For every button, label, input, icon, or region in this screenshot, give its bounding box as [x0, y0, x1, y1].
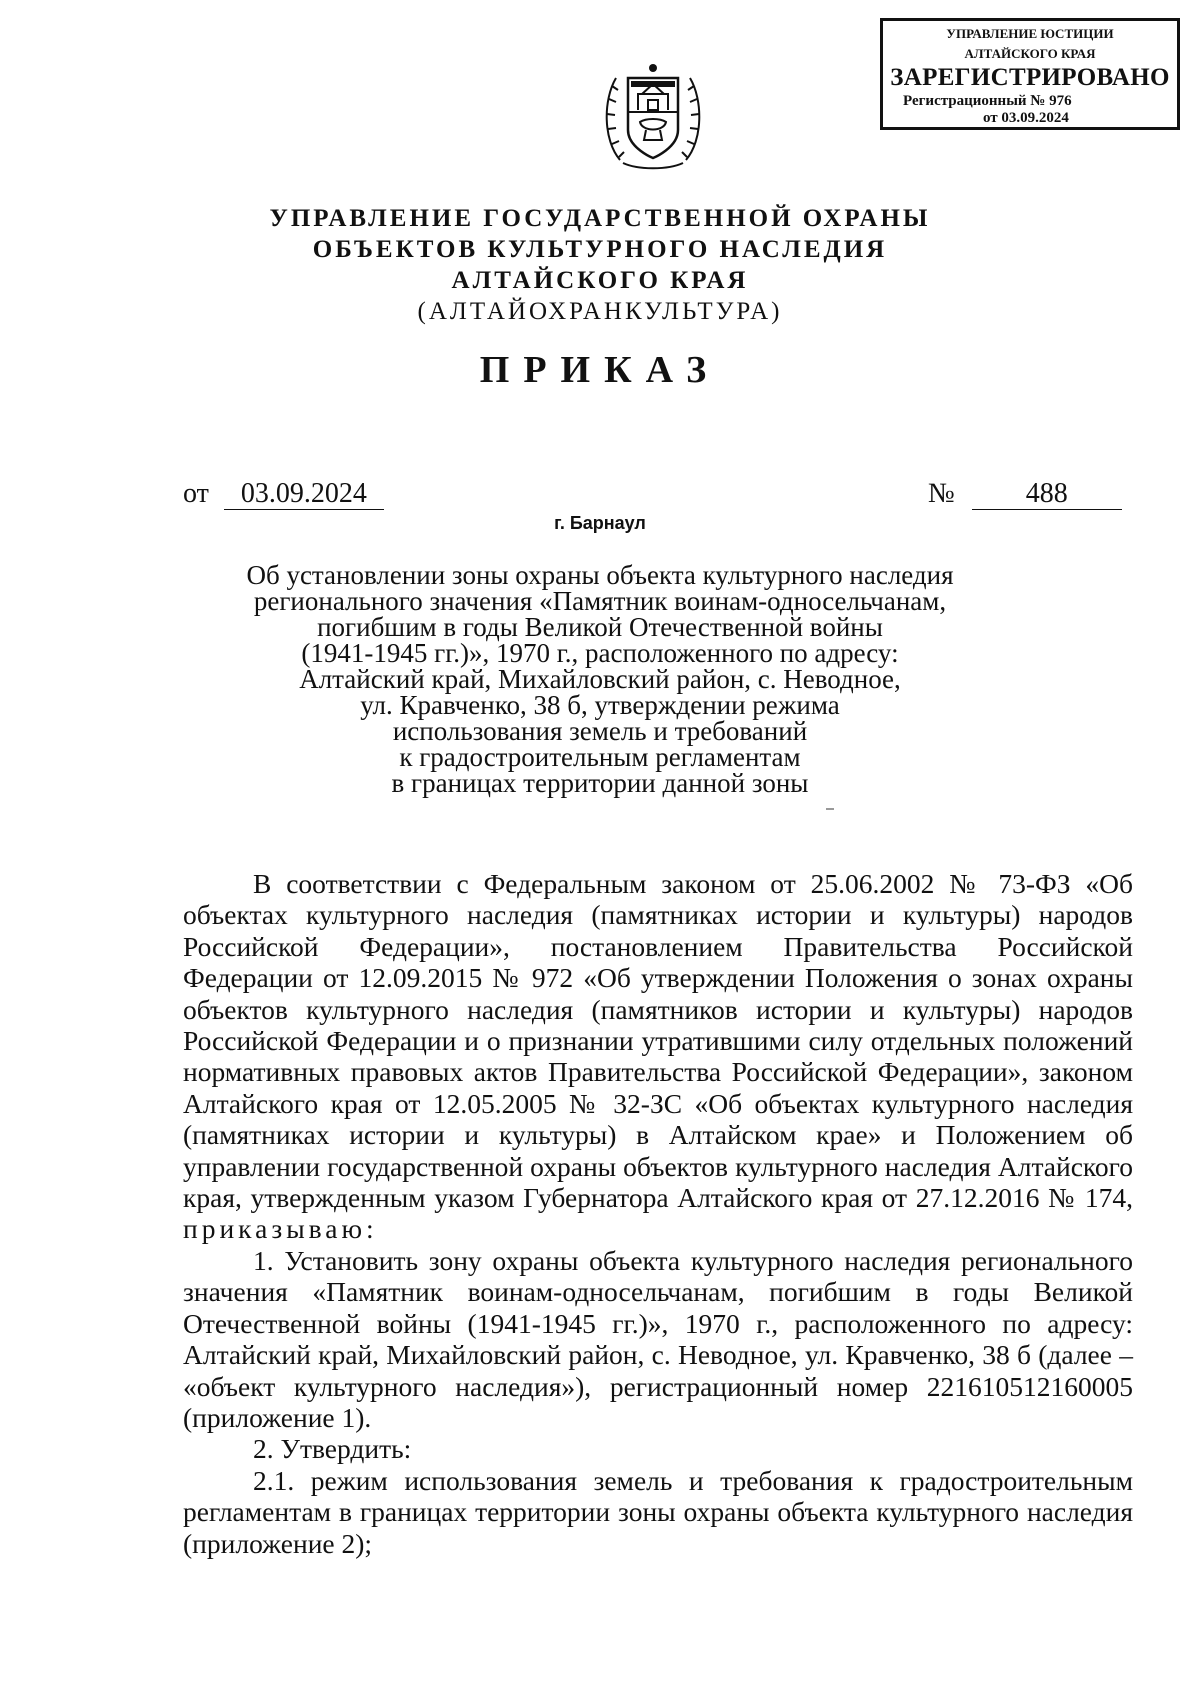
preamble-paragraph — [183, 868, 1133, 1245]
document-type-title: ПРИКАЗ — [479, 349, 721, 391]
subject-line: регионального значения «Памятник воинам-односельчанам, — [253, 586, 947, 616]
org-line3: АЛТАЙСКОГО КРАЯ — [451, 267, 749, 294]
order-number — [928, 478, 1122, 510]
org-line2: ОБЪЕКТОВ КУЛЬТУРНОГО НАСЛЕДИЯ — [312, 236, 888, 263]
stamp-reg-date: от 03.09.2024 — [983, 110, 1069, 126]
item-1: 1. Установить зону охраны объекта культурного наследия регионального значения «Памятник воинам-односельчанам, погибшим в годы Великой Отечественной войны (1941-1945 гг.)», 1970 г., расположенного по адресу: Алтайский край, Михайловский район, с. Неводное, ул. Кравченко, 38 б (далее – «объект культурного наследия»), регистрационный номер 221610512160005 (приложение 1). — [183, 1244, 1133, 1433]
subject-line: Алтайский край, Михайловский район, с. Неводное, — [299, 664, 901, 694]
organization-header — [0, 203, 1200, 327]
org-line1: УПРАВЛЕНИЕ ГОСУДАРСТВЕННОЙ ОХРАНЫ — [269, 205, 931, 232]
subject-line: (1941-1945 гг.)», 1970 г., расположенного по адресу: — [301, 638, 899, 668]
city: г. Барнаул — [554, 513, 646, 533]
item-2-1: 2.1. режим использования земель и требования к градостроительным регламентам в границах территории зоны охраны объекта культурного наследия (приложение 2); — [183, 1464, 1133, 1559]
order-body — [183, 868, 1133, 1559]
stamp-reg-number: Регистрационный № 976 — [903, 93, 1072, 109]
subject-line: Об установлении зоны охраны объекта культурного наследия — [246, 560, 954, 590]
number-prefix: № — [928, 478, 955, 509]
preamble-text: В соответствии с Федеральным законом от 25.06.2002 № 73-ФЗ «Об объектах культурного наследия (памятниках истории и культуры) народов Российской Федерации», постановлением Правительства Российской Федерации от 12.09.2015 № 972 «Об утверждении Положения о зонах охраны объектов культурного наследия (памятников истории и культуры) народов Российской Федерации и о признании утратившими силу отдельных положений нормативных правовых актов Правительства Российской Федерации», законом Алтайского края от 12.05.2005 № 32-ЗС «Об объектах культурного наследия (памятниках истории и культуры) в Алтайском крае» и Положением об управлении государственной охраны объектов культурного наследия Алтайского края, утвержденным указом Губернатора Алтайского края от 27.12.2016 № 174, — [183, 868, 1133, 1214]
order-date — [183, 478, 384, 510]
registration-stamp — [880, 18, 1180, 130]
date-value: 03.09.2024 — [224, 479, 384, 510]
stamp-org-line2: АЛТАЙСКОГО КРАЯ — [964, 46, 1096, 61]
org-abbreviation: (АЛТАЙОХРАНКУЛЬТУРА) — [417, 298, 783, 325]
order-word: приказываю: — [183, 1213, 378, 1245]
subject-line: к градостроительным регламентам — [399, 742, 801, 772]
scan-artifact — [826, 808, 834, 810]
number-value: 488 — [972, 479, 1122, 510]
subject-line: в границах территории данной зоны — [391, 768, 809, 798]
stamp-status: ЗАРЕГИСТРИРОВАНО — [890, 64, 1170, 91]
order-subject — [200, 562, 1000, 796]
subject-line: погибшим в годы Великой Отечественной войны — [317, 612, 883, 642]
subject-line: использования земель и требований — [392, 716, 808, 746]
date-prefix: от — [183, 478, 209, 509]
subject-line: ул. Кравченко, 38 б, утверждении режима — [360, 690, 840, 720]
item-2: 2. Утвердить: — [253, 1433, 412, 1465]
stamp-org-line1: УПРАВЛЕНИЕ ЮСТИЦИИ — [946, 26, 1114, 41]
altai-krai-coat-of-arms-icon — [598, 60, 708, 176]
